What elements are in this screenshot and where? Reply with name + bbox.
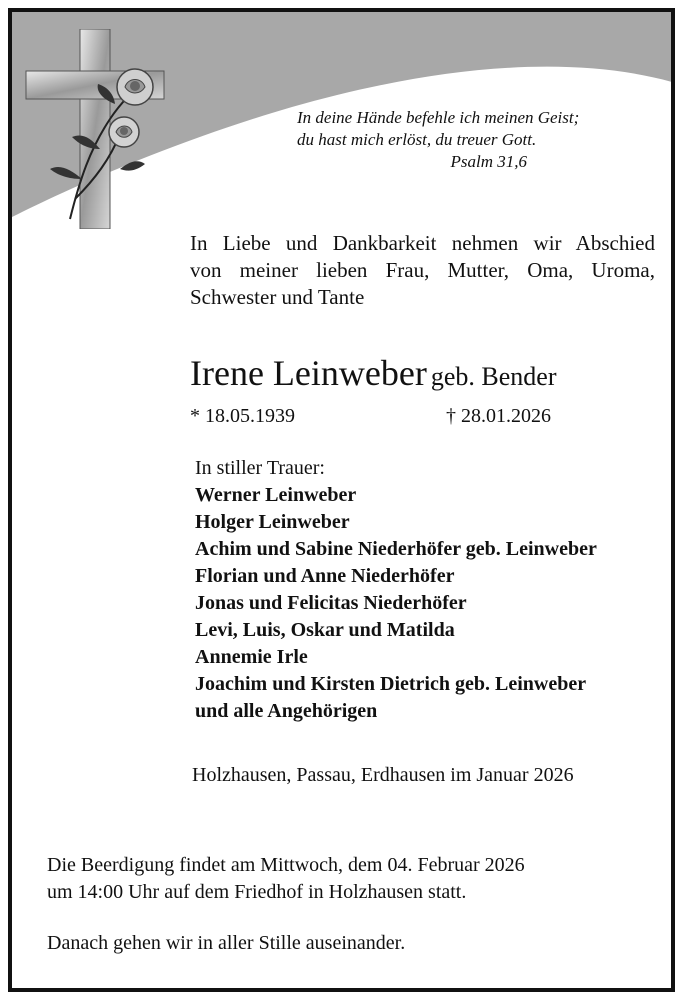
mourner-name: und alle Angehörigen [195, 700, 378, 722]
mourners-list [195, 455, 597, 725]
deceased-name [190, 352, 556, 394]
obituary-card [8, 8, 675, 992]
mourner-name: Jonas und Felicitas Niederhöfer [195, 592, 467, 614]
closing-note: Danach gehen wir in aller Stille auseinander. [47, 932, 406, 954]
deceased-birth-name: geb. Bender [430, 362, 557, 391]
mourner-name: Holger Leinweber [195, 511, 350, 533]
mourners-label: In stiller Trauer: [195, 457, 325, 479]
death-date: † 28.01.2026 [446, 405, 551, 427]
verse-line-1: In deine Hände befehle ich meinen Geist; [297, 108, 580, 127]
intro-line-3: Schwester und Tante [190, 285, 365, 309]
farewell-intro [190, 230, 655, 311]
verse-reference: Psalm 31,6 [450, 152, 527, 171]
mourner-name: Florian und Anne Niederhöfer [195, 565, 455, 587]
deceased-full-name: Irene Leinweber [190, 353, 427, 393]
psalm-verse [297, 107, 667, 173]
birth-date: * 18.05.1939 [190, 405, 295, 427]
place-and-date: Holzhausen, Passau, Erdhausen im Januar 2026 [192, 764, 574, 786]
mourner-name: Achim und Sabine Niederhöfer geb. Leinweber [195, 538, 597, 560]
funeral-line-1: Die Beerdigung findet am Mittwoch, dem 04. Februar 2026 [47, 854, 525, 876]
mourner-name: Levi, Luis, Oskar und Matilda [195, 619, 455, 641]
mourner-name: Annemie Irle [195, 646, 308, 668]
funeral-line-2: um 14:00 Uhr auf dem Friedhof in Holzhausen statt. [47, 881, 467, 903]
verse-line-2: du hast mich erlöst, du treuer Gott. [297, 130, 537, 149]
mourner-name: Werner Leinweber [195, 484, 357, 506]
intro-line-1: In Liebe und Dankbarkeit nehmen wir Abschied [190, 231, 655, 255]
mourner-name: Joachim und Kirsten Dietrich geb. Leinweber [195, 673, 587, 695]
cross-with-roses-icon [20, 29, 170, 229]
funeral-notice [47, 852, 525, 906]
intro-line-2: von meiner lieben Frau, Mutter, Oma, Uroma, [190, 258, 655, 282]
